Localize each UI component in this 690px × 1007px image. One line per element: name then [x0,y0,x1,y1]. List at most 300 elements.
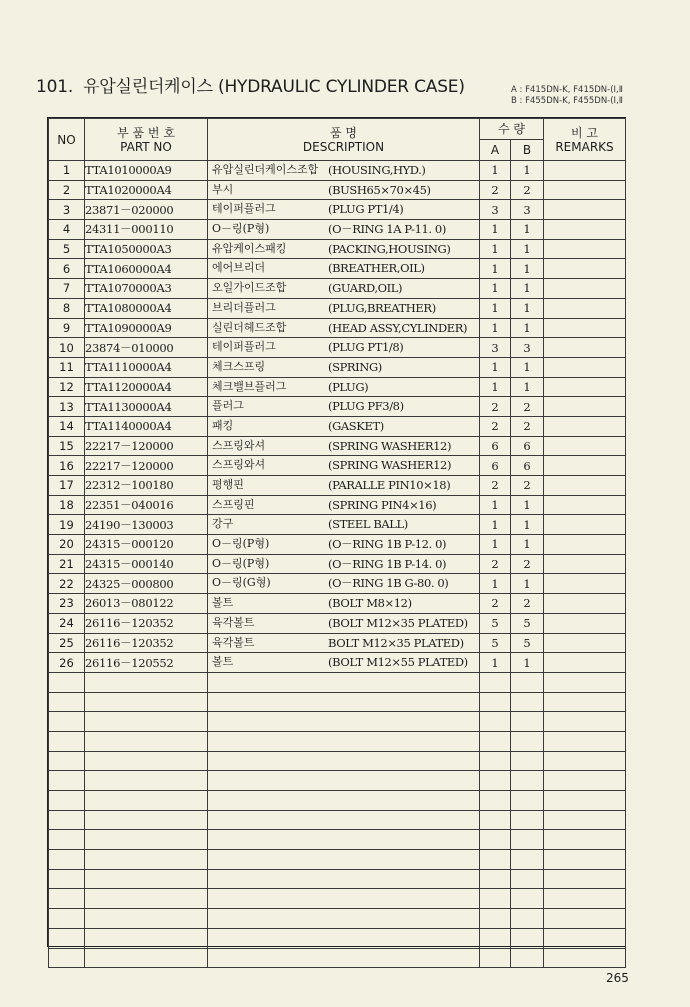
section-number: 101. [36,77,74,97]
header-desc-kor: 품 명 [330,125,357,140]
description-english: (BREATHER,OIL) [328,261,425,276]
empty-cell [49,791,85,811]
description-cell [208,220,480,240]
description-cell [208,279,480,299]
description-cell [208,259,480,279]
row-number: 12 [49,377,85,397]
quantity-a: 1 [480,259,511,279]
remarks-cell [544,357,626,377]
description-cell [208,338,480,358]
part-number: 26116－120352 [85,613,208,633]
row-number: 18 [49,495,85,515]
empty-cell [49,810,85,830]
description-english: (PLUG) [328,379,369,394]
description-cell [208,594,480,614]
header-remarks [544,119,626,161]
empty-cell [511,810,544,830]
description-korean: 유압실린더케이스조합 [212,163,319,176]
description-korean: 체크스프링 [212,359,266,373]
description-korean: 유압케이스패킹 [212,241,287,255]
empty-cell [49,771,85,791]
empty-cell [480,830,511,850]
description-english: (SPRING PIN4×16) [328,497,437,512]
row-number: 16 [49,456,85,476]
description-cell [208,574,480,594]
empty-cell [511,672,544,692]
empty-cell [544,791,626,811]
quantity-a: 5 [480,633,511,653]
empty-cell [544,751,626,771]
empty-cell [49,751,85,771]
remarks-cell [544,554,626,574]
empty-cell [511,712,544,732]
description-korean: 오일가이드조합 [212,281,287,295]
empty-cell [544,928,626,948]
part-number: TTA1110000A4 [85,357,208,377]
header-desc-eng: DESCRIPTION [302,139,385,154]
quantity-b: 1 [511,259,544,279]
empty-cell [49,830,85,850]
header-description [208,119,480,161]
empty-cell [511,731,544,751]
description-cell [208,456,480,476]
empty-cell [85,810,208,830]
row-number: 26 [49,653,85,673]
table-row [49,495,626,515]
part-number: 26116－120552 [85,653,208,673]
quantity-a: 1 [480,279,511,299]
part-number: 24325－000800 [85,574,208,594]
description-korean: 에어브리더 [212,261,266,275]
part-number: TTA1120000A4 [85,377,208,397]
empty-cell [544,712,626,732]
part-number: TTA1130000A4 [85,397,208,417]
remarks-cell [544,161,626,181]
quantity-b: 5 [511,633,544,653]
description-cell [208,318,480,338]
empty-cell [480,751,511,771]
empty-cell [544,731,626,751]
part-number: TTA1060000A4 [85,259,208,279]
quantity-b: 1 [511,535,544,555]
empty-cell [49,869,85,889]
part-number: 26116－120352 [85,633,208,653]
row-number: 10 [49,338,85,358]
empty-cell [49,672,85,692]
table-row [49,357,626,377]
empty-cell [85,830,208,850]
description-cell [208,357,480,377]
empty-cell [208,850,480,870]
empty-cell [511,889,544,909]
empty-cell [208,830,480,850]
part-number: 22217－120000 [85,456,208,476]
quantity-a: 1 [480,298,511,318]
description-korean: 체크밸브플러그 [212,379,287,393]
description-cell [208,161,480,181]
description-english: (BOLT M12×55 PLATED) [328,655,468,670]
empty-cell [511,771,544,791]
quantity-a: 1 [480,239,511,259]
empty-cell [208,869,480,889]
empty-cell [511,928,544,948]
quantity-a: 2 [480,416,511,436]
description-korean: 실린더헤드조합 [212,320,287,334]
quantity-b: 1 [511,653,544,673]
remarks-cell [544,633,626,653]
empty-cell [85,692,208,712]
description-korean: O－링(P형) [212,556,270,570]
empty-cell [208,791,480,811]
empty-cell [480,889,511,909]
model-note-b: B : F455DN-K, F455DN-(Ⅰ,Ⅱ [511,96,623,106]
quantity-a: 1 [480,495,511,515]
quantity-b: 6 [511,456,544,476]
quantity-a: 6 [480,436,511,456]
remarks-cell [544,515,626,535]
table-row [49,220,626,240]
header-part-kor: 부 품 번 호 [117,125,175,140]
quantity-a: 1 [480,377,511,397]
empty-cell [85,850,208,870]
description-english: (BUSH65×70×45) [328,182,431,197]
model-note-a: A : F415DN-K, F415DN-(Ⅰ,Ⅱ [511,85,623,95]
row-number: 17 [49,476,85,496]
description-korean: O－링(G형) [212,576,271,590]
quantity-b: 2 [511,180,544,200]
quantity-a: 1 [480,653,511,673]
empty-cell [85,731,208,751]
quantity-b: 1 [511,220,544,240]
row-number: 11 [49,357,85,377]
empty-cell [208,948,480,968]
table-row [49,476,626,496]
table-row [49,338,626,358]
row-number: 7 [49,279,85,299]
empty-row [49,928,626,948]
remarks-cell [544,200,626,220]
description-korean: 육각볼트 [212,635,255,649]
quantity-a: 1 [480,318,511,338]
description-english: (PLUG PT1/8) [328,340,404,355]
description-cell [208,495,480,515]
empty-cell [544,810,626,830]
description-cell [208,613,480,633]
row-number: 14 [49,416,85,436]
quantity-b: 1 [511,495,544,515]
empty-cell [49,928,85,948]
empty-cell [208,672,480,692]
part-number: 23871－020000 [85,200,208,220]
empty-cell [208,751,480,771]
empty-row [49,909,626,929]
quantity-b: 5 [511,613,544,633]
quantity-b: 3 [511,200,544,220]
empty-cell [208,692,480,712]
description-english: (HOUSING,HYD.) [328,163,426,177]
description-cell [208,554,480,574]
description-english: (GUARD,OIL) [328,281,403,296]
table-row [49,377,626,397]
part-number: 24190－130003 [85,515,208,535]
remarks-cell [544,298,626,318]
table-row [49,613,626,633]
page-number: 265 [606,971,629,985]
parts-list-sheet [47,117,626,947]
part-number: 22312－100180 [85,476,208,496]
description-korean: 볼트 [212,596,234,610]
remarks-cell [544,397,626,417]
table-row [49,259,626,279]
table-row [49,436,626,456]
description-korean: 육각볼트 [212,615,255,629]
table-row [49,456,626,476]
description-korean: 평행핀 [212,478,244,491]
quantity-a: 5 [480,613,511,633]
quantity-b: 1 [511,357,544,377]
empty-cell [511,948,544,968]
empty-cell [480,928,511,948]
description-korean: 볼트 [212,655,234,669]
table-row [49,633,626,653]
quantity-b: 1 [511,377,544,397]
empty-cell [208,731,480,751]
description-english: (O－RING 1B G-80. 0) [328,576,449,591]
empty-cell [480,712,511,732]
quantity-a: 6 [480,456,511,476]
remarks-cell [544,476,626,496]
empty-cell [49,889,85,909]
empty-cell [480,731,511,751]
header-part-no [85,119,208,161]
empty-cell [480,791,511,811]
description-korean: O－링(P형) [212,222,270,236]
row-number: 13 [49,397,85,417]
empty-row [49,731,626,751]
remarks-cell [544,220,626,240]
quantity-b: 1 [511,161,544,181]
part-number: TTA1070000A3 [85,279,208,299]
remarks-cell [544,180,626,200]
empty-cell [85,672,208,692]
empty-cell [85,909,208,929]
row-number: 23 [49,594,85,614]
description-cell [208,515,480,535]
quantity-b: 1 [511,279,544,299]
part-number: 24311－000110 [85,220,208,240]
description-english: (O－RING 1B P-14. 0) [328,556,447,571]
empty-row [49,850,626,870]
empty-row [49,948,626,968]
table-row [49,594,626,614]
description-english: (HEAD ASSY,CYLINDER) [328,320,468,335]
part-number: TTA1050000A3 [85,239,208,259]
description-korean: 플러그 [212,399,244,413]
empty-cell [85,791,208,811]
empty-cell [85,928,208,948]
row-number: 6 [49,259,85,279]
quantity-a: 2 [480,397,511,417]
quantity-b: 6 [511,436,544,456]
empty-cell [511,791,544,811]
description-korean: 테이퍼플러그 [212,340,276,354]
empty-cell [85,712,208,732]
table-row [49,554,626,574]
quantity-b: 2 [511,476,544,496]
empty-row [49,712,626,732]
empty-cell [544,889,626,909]
empty-cell [49,692,85,712]
empty-cell [85,948,208,968]
empty-cell [85,771,208,791]
empty-cell [511,850,544,870]
table-row [49,180,626,200]
empty-cell [511,692,544,712]
empty-cell [208,889,480,909]
quantity-b: 1 [511,239,544,259]
remarks-cell [544,436,626,456]
description-english: (STEEL BALL) [328,517,408,532]
part-number: 22217－120000 [85,436,208,456]
row-number: 3 [49,200,85,220]
description-korean: 스프링핀 [212,497,255,511]
description-korean: 강구 [212,517,234,531]
description-cell [208,397,480,417]
description-english: (SPRING WASHER12) [328,438,452,453]
part-number: 24315－000140 [85,554,208,574]
table-row [49,515,626,535]
part-number: TTA1090000A9 [85,318,208,338]
row-number: 1 [49,161,85,181]
section-title: 유압실린더케이스 (HYDRAULIC CYLINDER CASE) [83,77,465,97]
model-applicability-note [511,85,623,107]
header-remarks-kor: 비 고 [571,125,598,140]
remarks-cell [544,279,626,299]
empty-cell [49,948,85,968]
row-number: 4 [49,220,85,240]
description-korean: 브리더플러그 [212,300,276,314]
table-row [49,535,626,555]
empty-cell [480,692,511,712]
description-korean: 패킹 [212,418,234,432]
description-cell [208,377,480,397]
description-english: (GASKET) [328,418,384,433]
row-number: 2 [49,180,85,200]
remarks-cell [544,318,626,338]
empty-cell [208,928,480,948]
empty-cell [208,810,480,830]
part-number: 23874－010000 [85,338,208,358]
part-number: 22351－040016 [85,495,208,515]
remarks-cell [544,259,626,279]
table-row [49,416,626,436]
description-english: (O－RING 1A P-11. 0) [328,222,446,237]
empty-cell [85,889,208,909]
remarks-cell [544,377,626,397]
empty-cell [544,850,626,870]
empty-cell [511,751,544,771]
empty-row [49,869,626,889]
row-number: 5 [49,239,85,259]
description-english: (PARALLE PIN10×18) [328,478,451,492]
quantity-a: 2 [480,554,511,574]
description-korean: O－링(P형) [212,537,270,551]
description-english: (PACKING,HOUSING) [328,241,451,256]
remarks-cell [544,495,626,515]
description-cell [208,653,480,673]
quantity-b: 1 [511,298,544,318]
part-number: 24315－000120 [85,535,208,555]
quantity-b: 1 [511,515,544,535]
empty-cell [544,771,626,791]
empty-cell [49,909,85,929]
remarks-cell [544,535,626,555]
header-qty-a: A [480,140,511,161]
empty-cell [49,850,85,870]
empty-cell [511,869,544,889]
description-cell [208,180,480,200]
empty-row [49,672,626,692]
quantity-a: 3 [480,200,511,220]
part-number: TTA1020000A4 [85,180,208,200]
description-cell [208,535,480,555]
empty-cell [85,751,208,771]
description-cell [208,298,480,318]
description-english: (BOLT M12×35 PLATED) [328,615,468,630]
quantity-b: 2 [511,416,544,436]
header-quantity: 수 량 [480,119,544,140]
row-number: 15 [49,436,85,456]
table-row [49,574,626,594]
table-row [49,239,626,259]
quantity-a: 1 [480,161,511,181]
empty-cell [480,948,511,968]
row-number: 21 [49,554,85,574]
quantity-a: 1 [480,535,511,555]
row-number: 8 [49,298,85,318]
empty-cell [511,909,544,929]
empty-row [49,692,626,712]
description-english: (BOLT M8×12) [328,596,412,611]
empty-cell [544,692,626,712]
row-number: 19 [49,515,85,535]
empty-row [49,771,626,791]
empty-cell [480,909,511,929]
quantity-a: 1 [480,515,511,535]
remarks-cell [544,653,626,673]
header-remarks-eng: REMARKS [555,139,614,154]
header-qty-b: B [511,140,544,161]
description-english: (PLUG,BREATHER) [328,300,436,315]
empty-cell [544,869,626,889]
header-part-eng: PART NO [120,139,172,154]
description-korean: 스프링와셔 [212,458,266,472]
quantity-a: 2 [480,180,511,200]
empty-cell [208,771,480,791]
quantity-b: 3 [511,338,544,358]
remarks-cell [544,613,626,633]
quantity-b: 1 [511,574,544,594]
empty-cell [544,909,626,929]
description-cell [208,436,480,456]
header-no: NO [49,119,85,161]
empty-cell [480,869,511,889]
description-cell [208,239,480,259]
quantity-a: 1 [480,574,511,594]
empty-cell [49,731,85,751]
remarks-cell [544,239,626,259]
description-english: (SPRING WASHER12) [328,458,452,473]
